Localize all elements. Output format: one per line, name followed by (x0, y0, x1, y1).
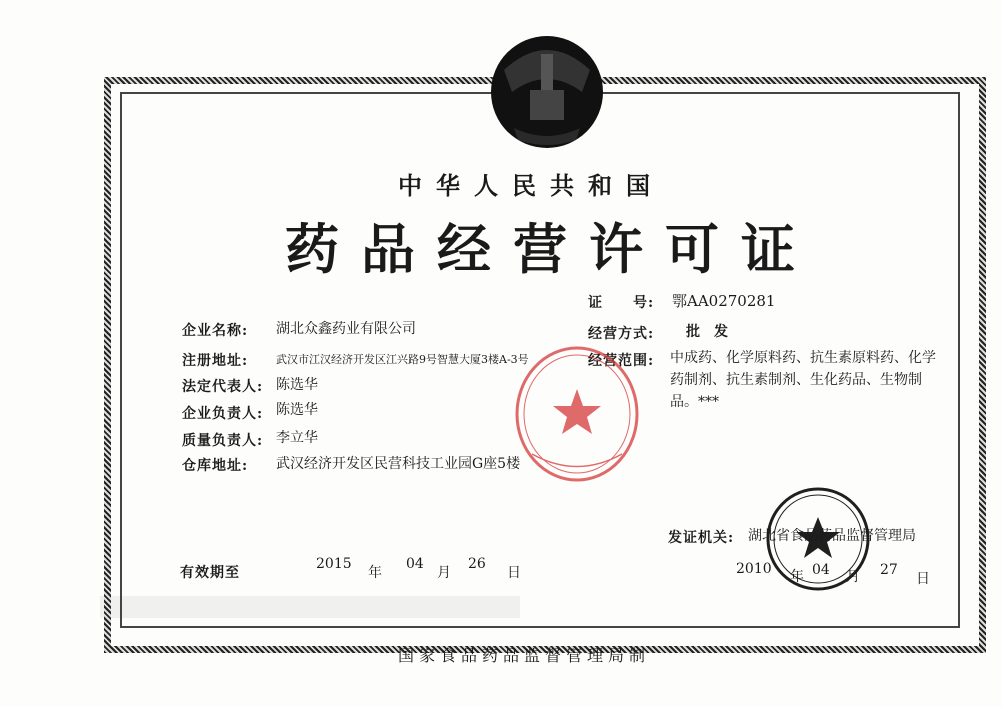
issuer-value: 湖北省食品药品监督管理局 (748, 528, 916, 544)
enterprise-head-label: 企业负责人: (182, 406, 264, 422)
certificate-number-value: 鄂AA0270281 (672, 292, 776, 310)
quality-head-label: 质量负责人: (182, 433, 264, 449)
validity-year-unit: 年 (368, 565, 382, 581)
certificate-number-label: 证 号: (588, 295, 655, 311)
validity-day-unit: 日 (507, 565, 521, 581)
business-mode-label: 经营方式: (588, 326, 655, 342)
quality-head-value: 李立华 (276, 430, 318, 446)
validity-day: 26 (468, 556, 486, 572)
issue-day: 27 (880, 562, 898, 578)
national-emblem-icon (484, 32, 610, 150)
legal-representative-value: 陈选华 (276, 377, 318, 393)
company-seal-icon (512, 344, 642, 484)
business-scope-label: 经营范围: (588, 353, 655, 369)
registered-address-label: 注册地址: (182, 353, 249, 369)
enterprise-head-value: 陈选华 (276, 402, 318, 418)
company-name-label: 企业名称: (182, 323, 249, 339)
company-name-value: 湖北众鑫药业有限公司 (276, 321, 416, 337)
issue-year: 2010 (736, 561, 772, 577)
legal-representative-label: 法定代表人: (182, 379, 264, 395)
business-mode-value: 批 发 (686, 324, 728, 340)
document-title: 药品经营许可证 (285, 217, 817, 281)
validity-month-unit: 月 (437, 565, 451, 581)
country-name: 中华人民共和国 (398, 171, 664, 200)
issue-month: 04 (812, 562, 830, 578)
business-scope-value: 中成药、化学原料药、抗生素原料药、化学药制剂、抗生素制剂、生化药品、生物制品。*** (670, 350, 936, 410)
warehouse-address-label: 仓库地址: (182, 458, 249, 474)
warehouse-address-value: 武汉经济开发区民营科技工业园G座5楼 (276, 456, 521, 472)
validity-year: 2015 (316, 556, 352, 572)
issue-month-unit: 月 (846, 569, 860, 585)
validity-month: 04 (406, 556, 424, 572)
issue-year-unit: 年 (790, 569, 804, 585)
validity-label: 有效期至 (180, 565, 240, 581)
issuer-label: 发证机关: (668, 530, 735, 546)
footer-issuer-text: 国家食品药品监督管理局制 (398, 646, 651, 665)
registered-address-value: 武汉市江汉经济开发区江兴路9号智慧大厦3楼A-3号 (276, 353, 529, 366)
issue-day-unit: 日 (916, 571, 930, 587)
